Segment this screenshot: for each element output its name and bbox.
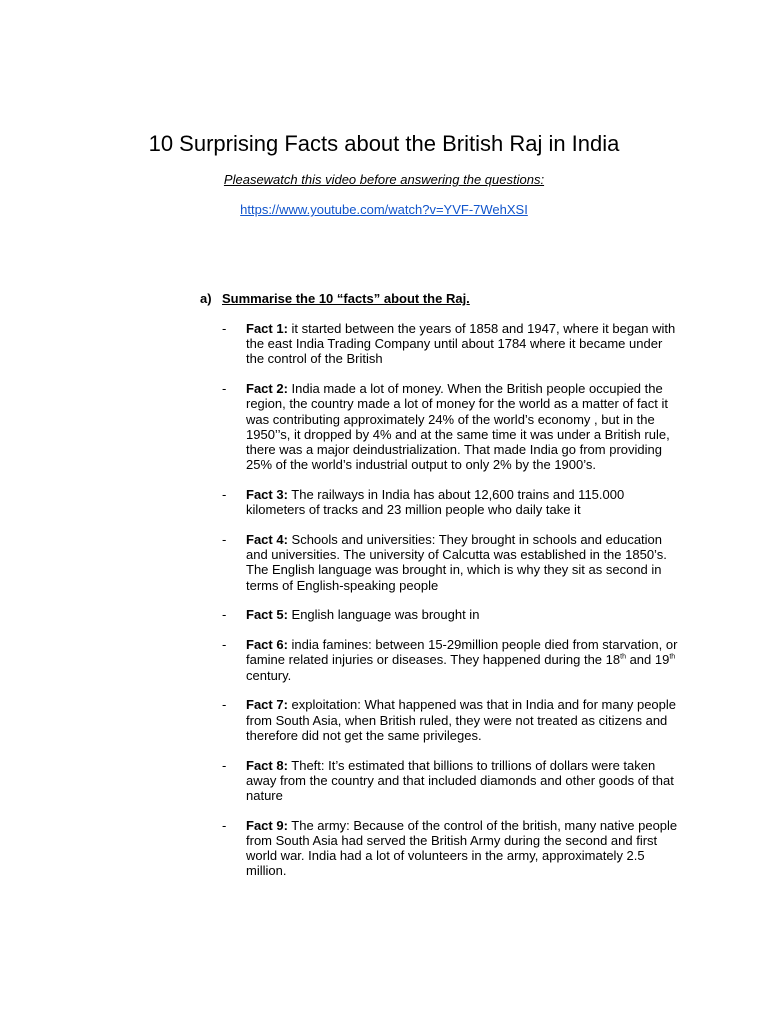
section-marker: a) [200, 291, 212, 306]
facts-list [222, 321, 682, 893]
fact-label: Fact 7: [246, 697, 288, 713]
intro-text: Pleasewatch this video before answering the questions: [223, 172, 545, 187]
fact-text: exploitation: What happened was that in India and for many people from South Asia, when British ruled, they were not treated as citizens and therefore did not get the same privileges. [246, 697, 676, 743]
bullet-dash: - [222, 321, 227, 336]
fact-item-6 [222, 637, 682, 683]
fact-item-5 [222, 607, 682, 622]
bullet-dash: - [222, 532, 227, 548]
fact-label: Fact 5: [246, 607, 288, 623]
fact-label: Fact 6: [246, 637, 288, 653]
fact-item-4 [222, 532, 682, 593]
fact-text: The railways in India has about 12,600 trains and 115.000 kilometers of tracks and 23 million people who daily take it [246, 487, 625, 518]
fact-label: Fact 9: [246, 817, 288, 833]
fact-text: century. [246, 667, 292, 683]
fact-text: English language was brought in [287, 607, 480, 623]
fact-item-7 [222, 697, 682, 743]
bullet-dash: - [222, 697, 227, 713]
bullet-dash: - [222, 757, 227, 773]
fact-label: Fact 1: [246, 321, 288, 336]
fact-text: india famines: between 15-29million people died from starvation, or famine related injuries or diseases. They happened during the 18 [246, 637, 678, 668]
fact-item-2 [222, 381, 682, 472]
fact-label: Fact 3: [246, 487, 288, 503]
fact-item-1 [222, 321, 682, 367]
fact-item-3 [222, 487, 682, 517]
bullet-dash: - [222, 381, 227, 397]
bullet-dash: - [222, 607, 227, 623]
fact-text: The army: Because of the control of the british, many native people from South Asia had served the British Army during the second and first world war. India had a lot of volunteers in the army, approximately 2.5 million. [246, 817, 678, 879]
fact-text: Schools and universities: They brought in schools and education and universities. The university of Calcutta was established in the 1850’s. The English language was brought in, which is why they sit as second in terms of English-speaking people [246, 532, 667, 593]
bullet-dash: - [222, 637, 227, 653]
bullet-dash: - [222, 487, 227, 503]
fact-text: it started between the years of 1858 and 1947, where it began with the east India Trading Company until about 1784 where it became under the control of the British [246, 321, 676, 367]
fact-label: Fact 4: [246, 532, 288, 548]
fact-item-8 [222, 758, 682, 804]
fact-item-9 [222, 818, 682, 879]
fact-label: Fact 2: [246, 381, 288, 397]
ordinal-suffix: th [669, 654, 676, 662]
section-heading-text: Summarise the 10 “facts” about the Raj. [222, 291, 470, 306]
fact-text: and 19 [625, 652, 670, 668]
document-title: 10 Surprising Facts about the British Raj in India [148, 131, 620, 156]
ordinal-suffix: th [620, 654, 626, 662]
fact-text: Theft: It’s estimated that billions to trillions of dollars were taken away from the country and that included diamonds and other goods of that nature [246, 757, 674, 804]
fact-label: Fact 8: [246, 757, 288, 773]
fact-text: India made a lot of money. When the British people occupied the region, the country made a lot of money for the world as a matter of fact it was contributing approximately 24% of the world’s economy , but in the 1950’’s, it dropped by 4% and at the same time it was under a British rule, there was a major deindustrialization. That made India go from providing 25% of the world’s industrial output to only 2% by the 1900’s. [246, 381, 670, 473]
video-link[interactable]: https://www.youtube.com/watch?v=YVF-7WehXSI [240, 202, 528, 217]
section-heading [200, 291, 470, 307]
bullet-dash: - [222, 817, 227, 833]
